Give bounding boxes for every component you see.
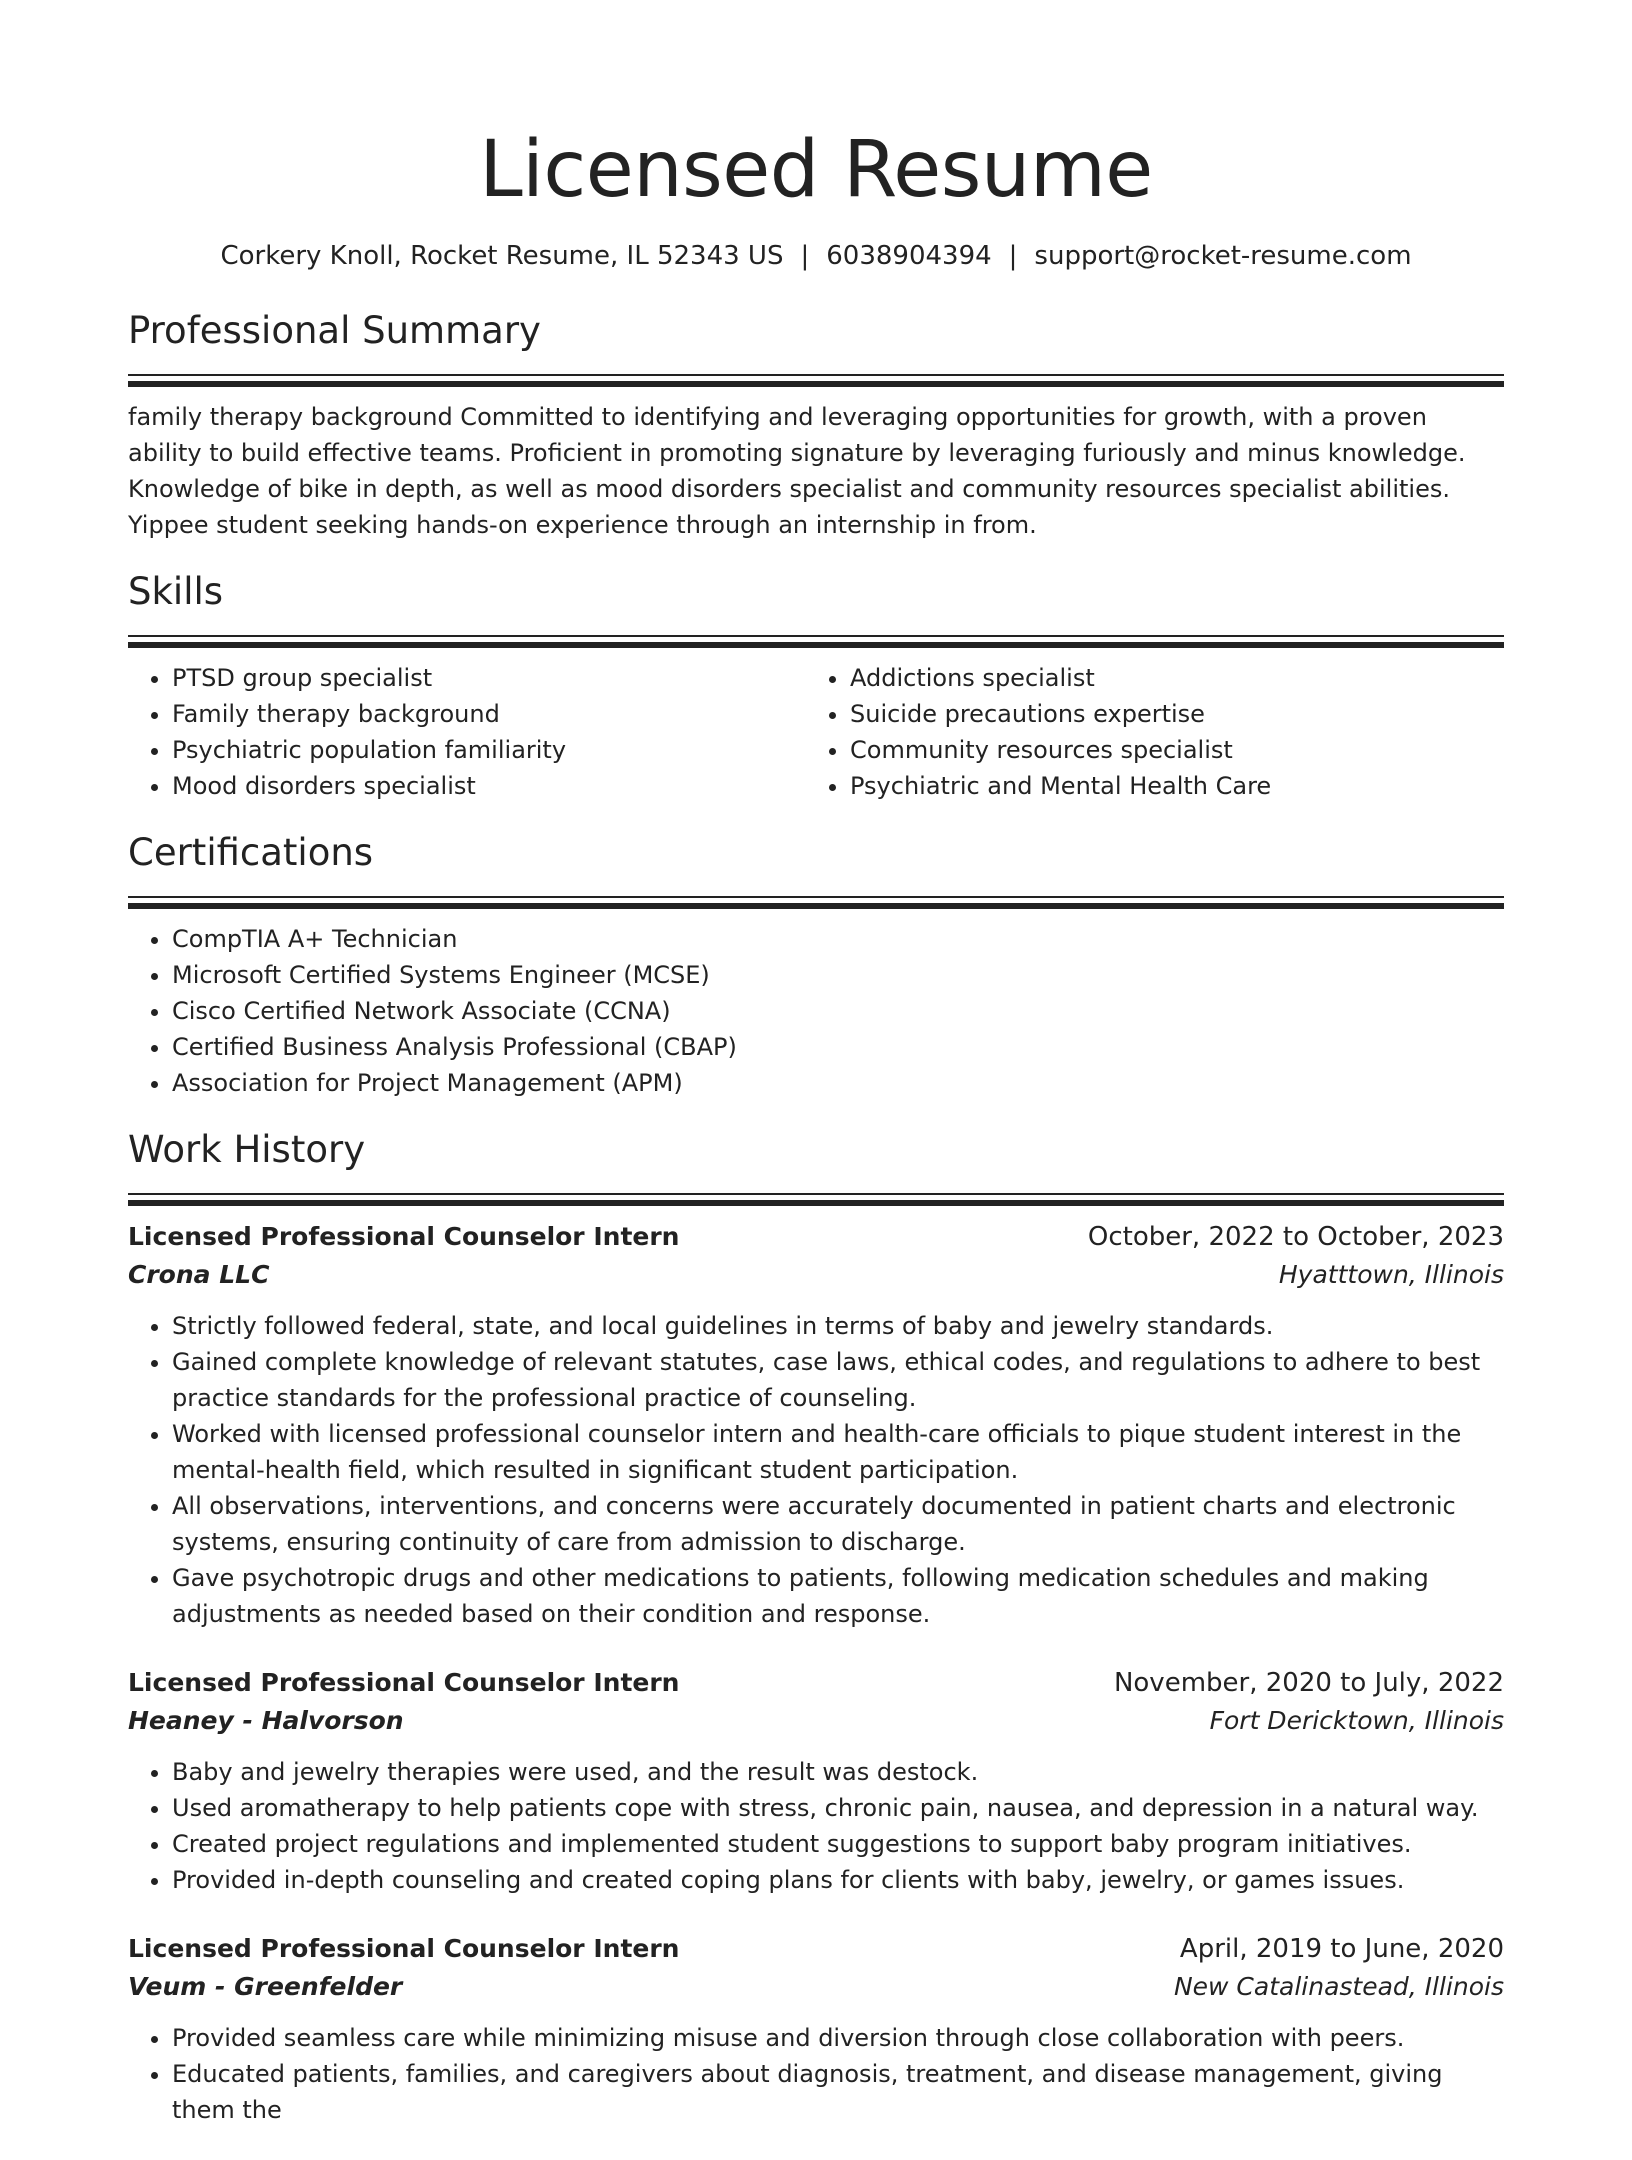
job-title: Licensed Professional Counselor Intern	[128, 1668, 680, 1697]
resume-title: Licensed Resume	[479, 125, 1153, 215]
skills-list-right	[806, 660, 1504, 804]
certifications-section	[128, 828, 1504, 1101]
job-subheader	[128, 1256, 1504, 1294]
job-location: Hyatttown, Illinois	[1278, 1260, 1504, 1289]
skills-section	[128, 567, 1504, 804]
job-dates: November, 2020 to July, 2022	[1113, 1668, 1504, 1698]
section-divider	[128, 1193, 1504, 1206]
section-heading: Certifications	[128, 831, 374, 874]
skill-item: • Community resources specialist	[850, 732, 1504, 768]
job-header	[128, 1218, 1504, 1256]
job-dates: April, 2019 to June, 2020	[1179, 1934, 1504, 1964]
skill-item: • Suicide precautions expertise	[850, 696, 1504, 732]
certification-item: • CompTIA A+ Technician	[172, 921, 1504, 957]
skills-list-left	[128, 660, 806, 804]
section-divider	[128, 374, 1504, 387]
job-company: Heaney - Halvorson	[128, 1706, 404, 1735]
section-heading: Skills	[128, 570, 224, 613]
job-header	[128, 1930, 1504, 1968]
job-header	[128, 1664, 1504, 1702]
contact-line	[128, 238, 1504, 274]
contact-separator: |	[1008, 241, 1018, 271]
contact-email[interactable]: support@rocket-resume.com	[1034, 241, 1412, 271]
job-bullets	[128, 1308, 1504, 1632]
resume-header	[128, 118, 1504, 274]
job-bullet: • Strictly followed federal, state, and local guidelines in terms of baby and jewelry standards.	[172, 1308, 1504, 1344]
job-subheader	[128, 1702, 1504, 1740]
skill-item: • Psychiatric population familiarity	[172, 732, 806, 768]
skill-item: • Mood disorders specialist	[172, 768, 806, 804]
job-bullet: • Gained complete knowledge of relevant statutes, case laws, ethical codes, and regulations to adhere to best practice standards for the professional practice of counseling.	[172, 1344, 1504, 1416]
job-entry	[128, 1218, 1504, 1632]
job-company: Veum - Greenfelder	[128, 1972, 403, 2001]
skill-item: • PTSD group specialist	[172, 660, 806, 696]
certification-item: • Microsoft Certified Systems Engineer (MCSE)	[172, 957, 1504, 993]
job-company: Crona LLC	[128, 1260, 270, 1289]
job-entry	[128, 1930, 1504, 2128]
job-bullet: • Provided in-depth counseling and created coping plans for clients with baby, jewelry, or games issues.	[172, 1862, 1504, 1898]
section-divider	[128, 635, 1504, 648]
contact-address: Corkery Knoll, Rocket Resume, IL 52343 US	[220, 241, 784, 271]
section-heading: Work History	[128, 1128, 366, 1171]
job-entry	[128, 1664, 1504, 1898]
job-bullets	[128, 1754, 1504, 1898]
job-location: New Catalinastead, Illinois	[1173, 1972, 1504, 2001]
resume-page	[128, 0, 1504, 2160]
skill-item: • Family therapy background	[172, 696, 806, 732]
skill-item: • Psychiatric and Mental Health Care	[850, 768, 1504, 804]
skill-item: • Addictions specialist	[850, 660, 1504, 696]
job-location: Fort Dericktown, Illinois	[1209, 1706, 1504, 1735]
certification-item: • Association for Project Management (APM)	[172, 1065, 1504, 1101]
contact-separator: |	[800, 241, 810, 271]
contact-phone[interactable]: 6038904394	[826, 241, 992, 271]
job-bullet: • Educated patients, families, and caregivers about diagnosis, treatment, and disease management, giving them the	[172, 2056, 1504, 2128]
job-title: Licensed Professional Counselor Intern	[128, 1934, 680, 1963]
certifications-list	[128, 921, 1504, 1101]
job-bullet: • Gave psychotropic drugs and other medications to patients, following medication schedules and making adjustments as needed based on their condition and response.	[172, 1560, 1504, 1632]
job-title: Licensed Professional Counselor Intern	[128, 1222, 680, 1251]
job-dates: October, 2022 to October, 2023	[1087, 1222, 1504, 1252]
professional-summary-section	[128, 306, 1504, 543]
section-divider	[128, 896, 1504, 909]
job-bullet: • Baby and jewelry therapies were used, and the result was destock.	[172, 1754, 1504, 1790]
job-bullet: • Provided seamless care while minimizing misuse and diversion through close collaboration with peers.	[172, 2020, 1504, 2056]
certification-item: • Certified Business Analysis Professional (CBAP)	[172, 1029, 1504, 1065]
job-subheader	[128, 1968, 1504, 2006]
summary-text: family therapy background Committed to identifying and leveraging opportunities for growth, with a proven ability to build effective teams. Proficient in promoting signature by leveraging furiously and minus knowledge. Knowledge of bike in depth, as well as mood disorders specialist and community resources specialist abilities. Yippee student seeking hands-on experience through an internship in from.	[128, 403, 1466, 539]
job-bullet: • All observations, interventions, and concerns were accurately documented in patient charts and electronic systems, ensuring continuity of care from admission to discharge.	[172, 1488, 1504, 1560]
section-heading: Professional Summary	[128, 309, 541, 352]
certification-item: • Cisco Certified Network Associate (CCNA)	[172, 993, 1504, 1029]
job-bullet: • Used aromatherapy to help patients cope with stress, chronic pain, nausea, and depression in a natural way.	[172, 1790, 1504, 1826]
job-bullet: • Worked with licensed professional counselor intern and health-care officials to pique student interest in the mental-health field, which resulted in significant student participation.	[172, 1416, 1504, 1488]
skills-grid	[128, 660, 1504, 804]
job-bullet: • Created project regulations and implemented student suggestions to support baby program initiatives.	[172, 1826, 1504, 1862]
work-history-section	[128, 1125, 1504, 2128]
